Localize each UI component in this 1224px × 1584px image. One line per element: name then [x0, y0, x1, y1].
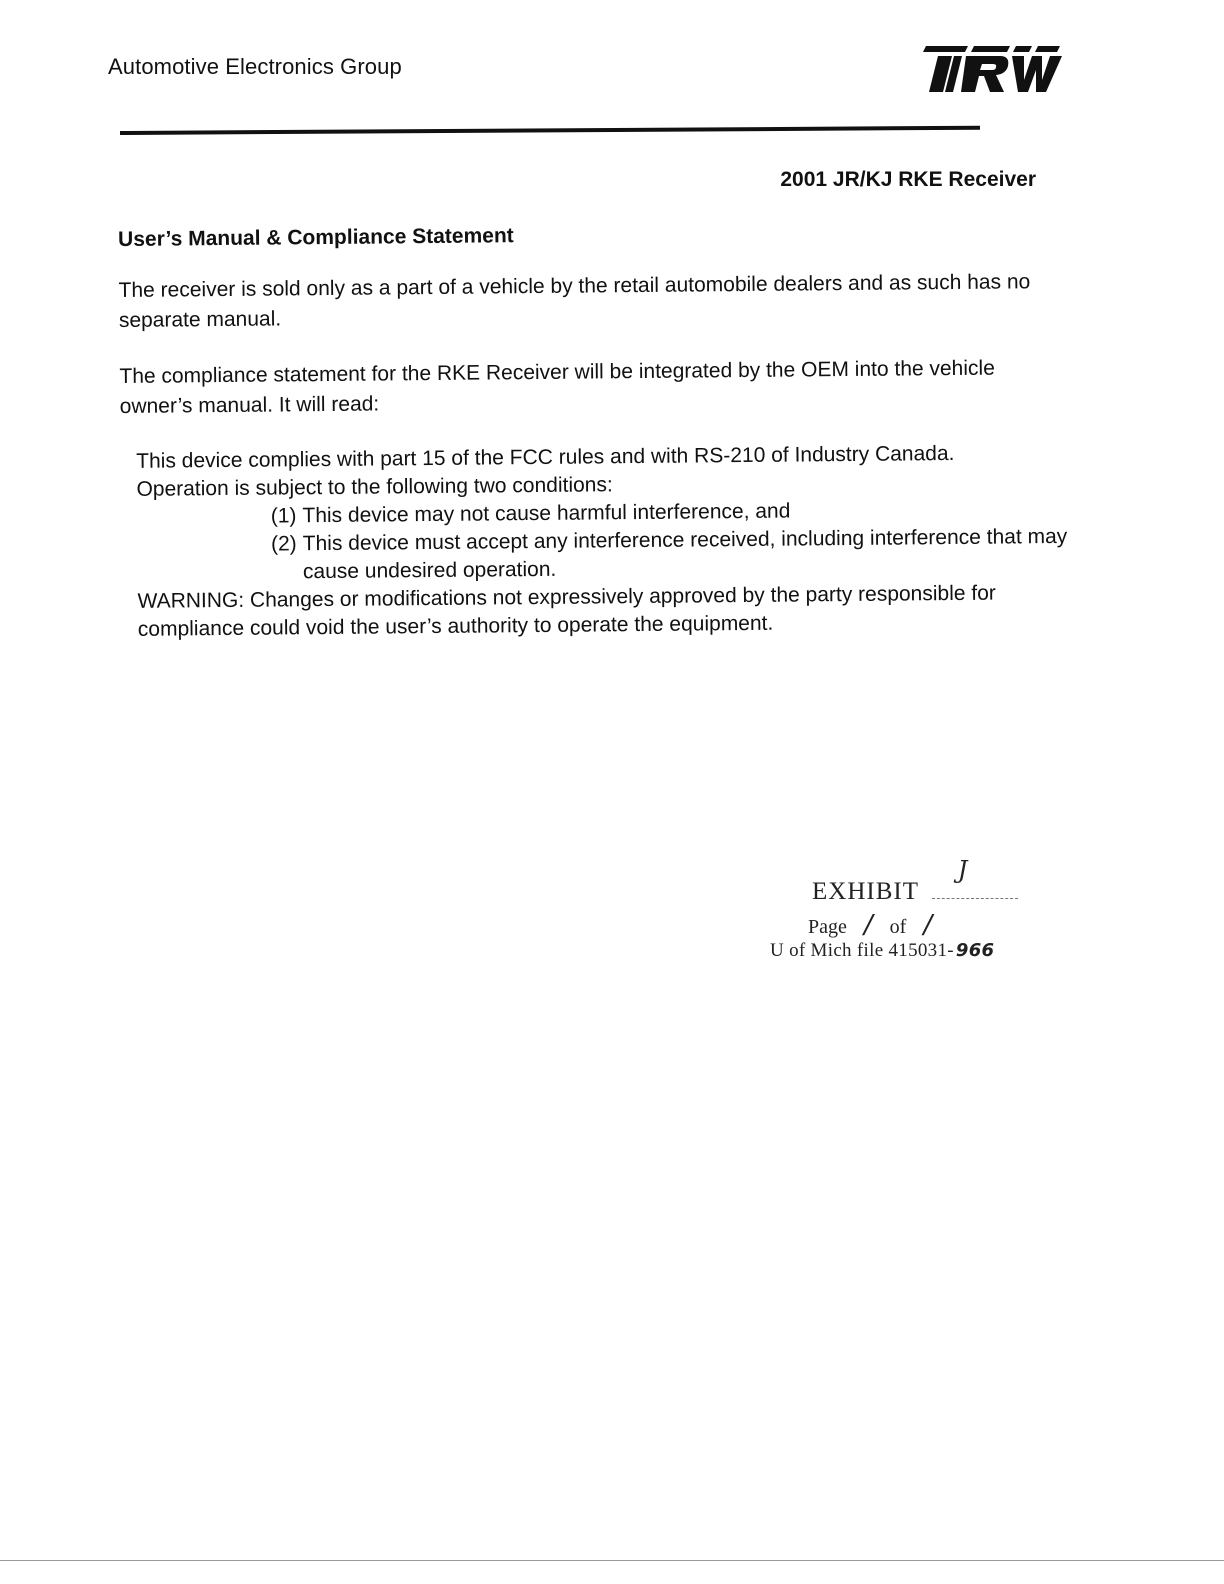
document-title: 2001 JR/KJ RKE Receiver: [780, 168, 1036, 191]
exhibit-label: EXHIBIT: [812, 878, 919, 905]
of-value: /: [923, 910, 933, 940]
conditions-list: [271, 495, 1102, 587]
file-number-line: [770, 940, 1050, 962]
warning-text: WARNING: Changes or modifications not expressively approved by the party responsible for compliance could void the user’s authority to operate the equipment.: [137, 581, 996, 641]
file-value: 966: [955, 940, 995, 961]
section-heading: User’s Manual & Compliance Statement: [118, 224, 514, 251]
exhibit-stamp: [770, 856, 1050, 962]
statement-line-1: This device complies with part 15 of the FCC rules and with RS-210 of Industry Canada.: [136, 441, 955, 473]
page-count-line: [808, 910, 1088, 940]
scan-edge: [0, 1560, 1224, 1561]
file-label: U of Mich file 415031-: [770, 940, 954, 961]
exhibit-blank: [932, 856, 1018, 899]
manual-paragraph: The receiver is sold only as a part of a vehicle by the retail automobile dealers and as such has no separate manual.: [118, 270, 1031, 332]
exhibit-value: J: [957, 856, 969, 884]
compliance-paragraph: The compliance statement for the RKE Receiver will be integrated by the OEM into the vehicle owner’s manual. It will read:: [119, 356, 995, 418]
condition-number: (1): [270, 504, 297, 528]
header-rule: [120, 126, 980, 135]
statement-line-2: Operation is subject to the following two conditions:: [136, 473, 613, 501]
of-label: of: [889, 916, 907, 938]
trw-logo: [916, 44, 1062, 94]
condition-text: This device must accept any interference received, including interference that may cause undesired operation.: [302, 524, 1068, 584]
page-label: Page: [808, 916, 847, 938]
condition-text: This device may not cause harmful interference, and: [302, 499, 791, 528]
compliance-statement: [136, 439, 1102, 644]
group-name: Automotive Electronics Group: [108, 54, 402, 79]
condition-number: (2): [270, 532, 297, 556]
page-value: /: [863, 910, 873, 940]
document-body: [118, 219, 1102, 644]
exhibit-line: [812, 856, 1092, 906]
condition-item: [271, 523, 1101, 587]
